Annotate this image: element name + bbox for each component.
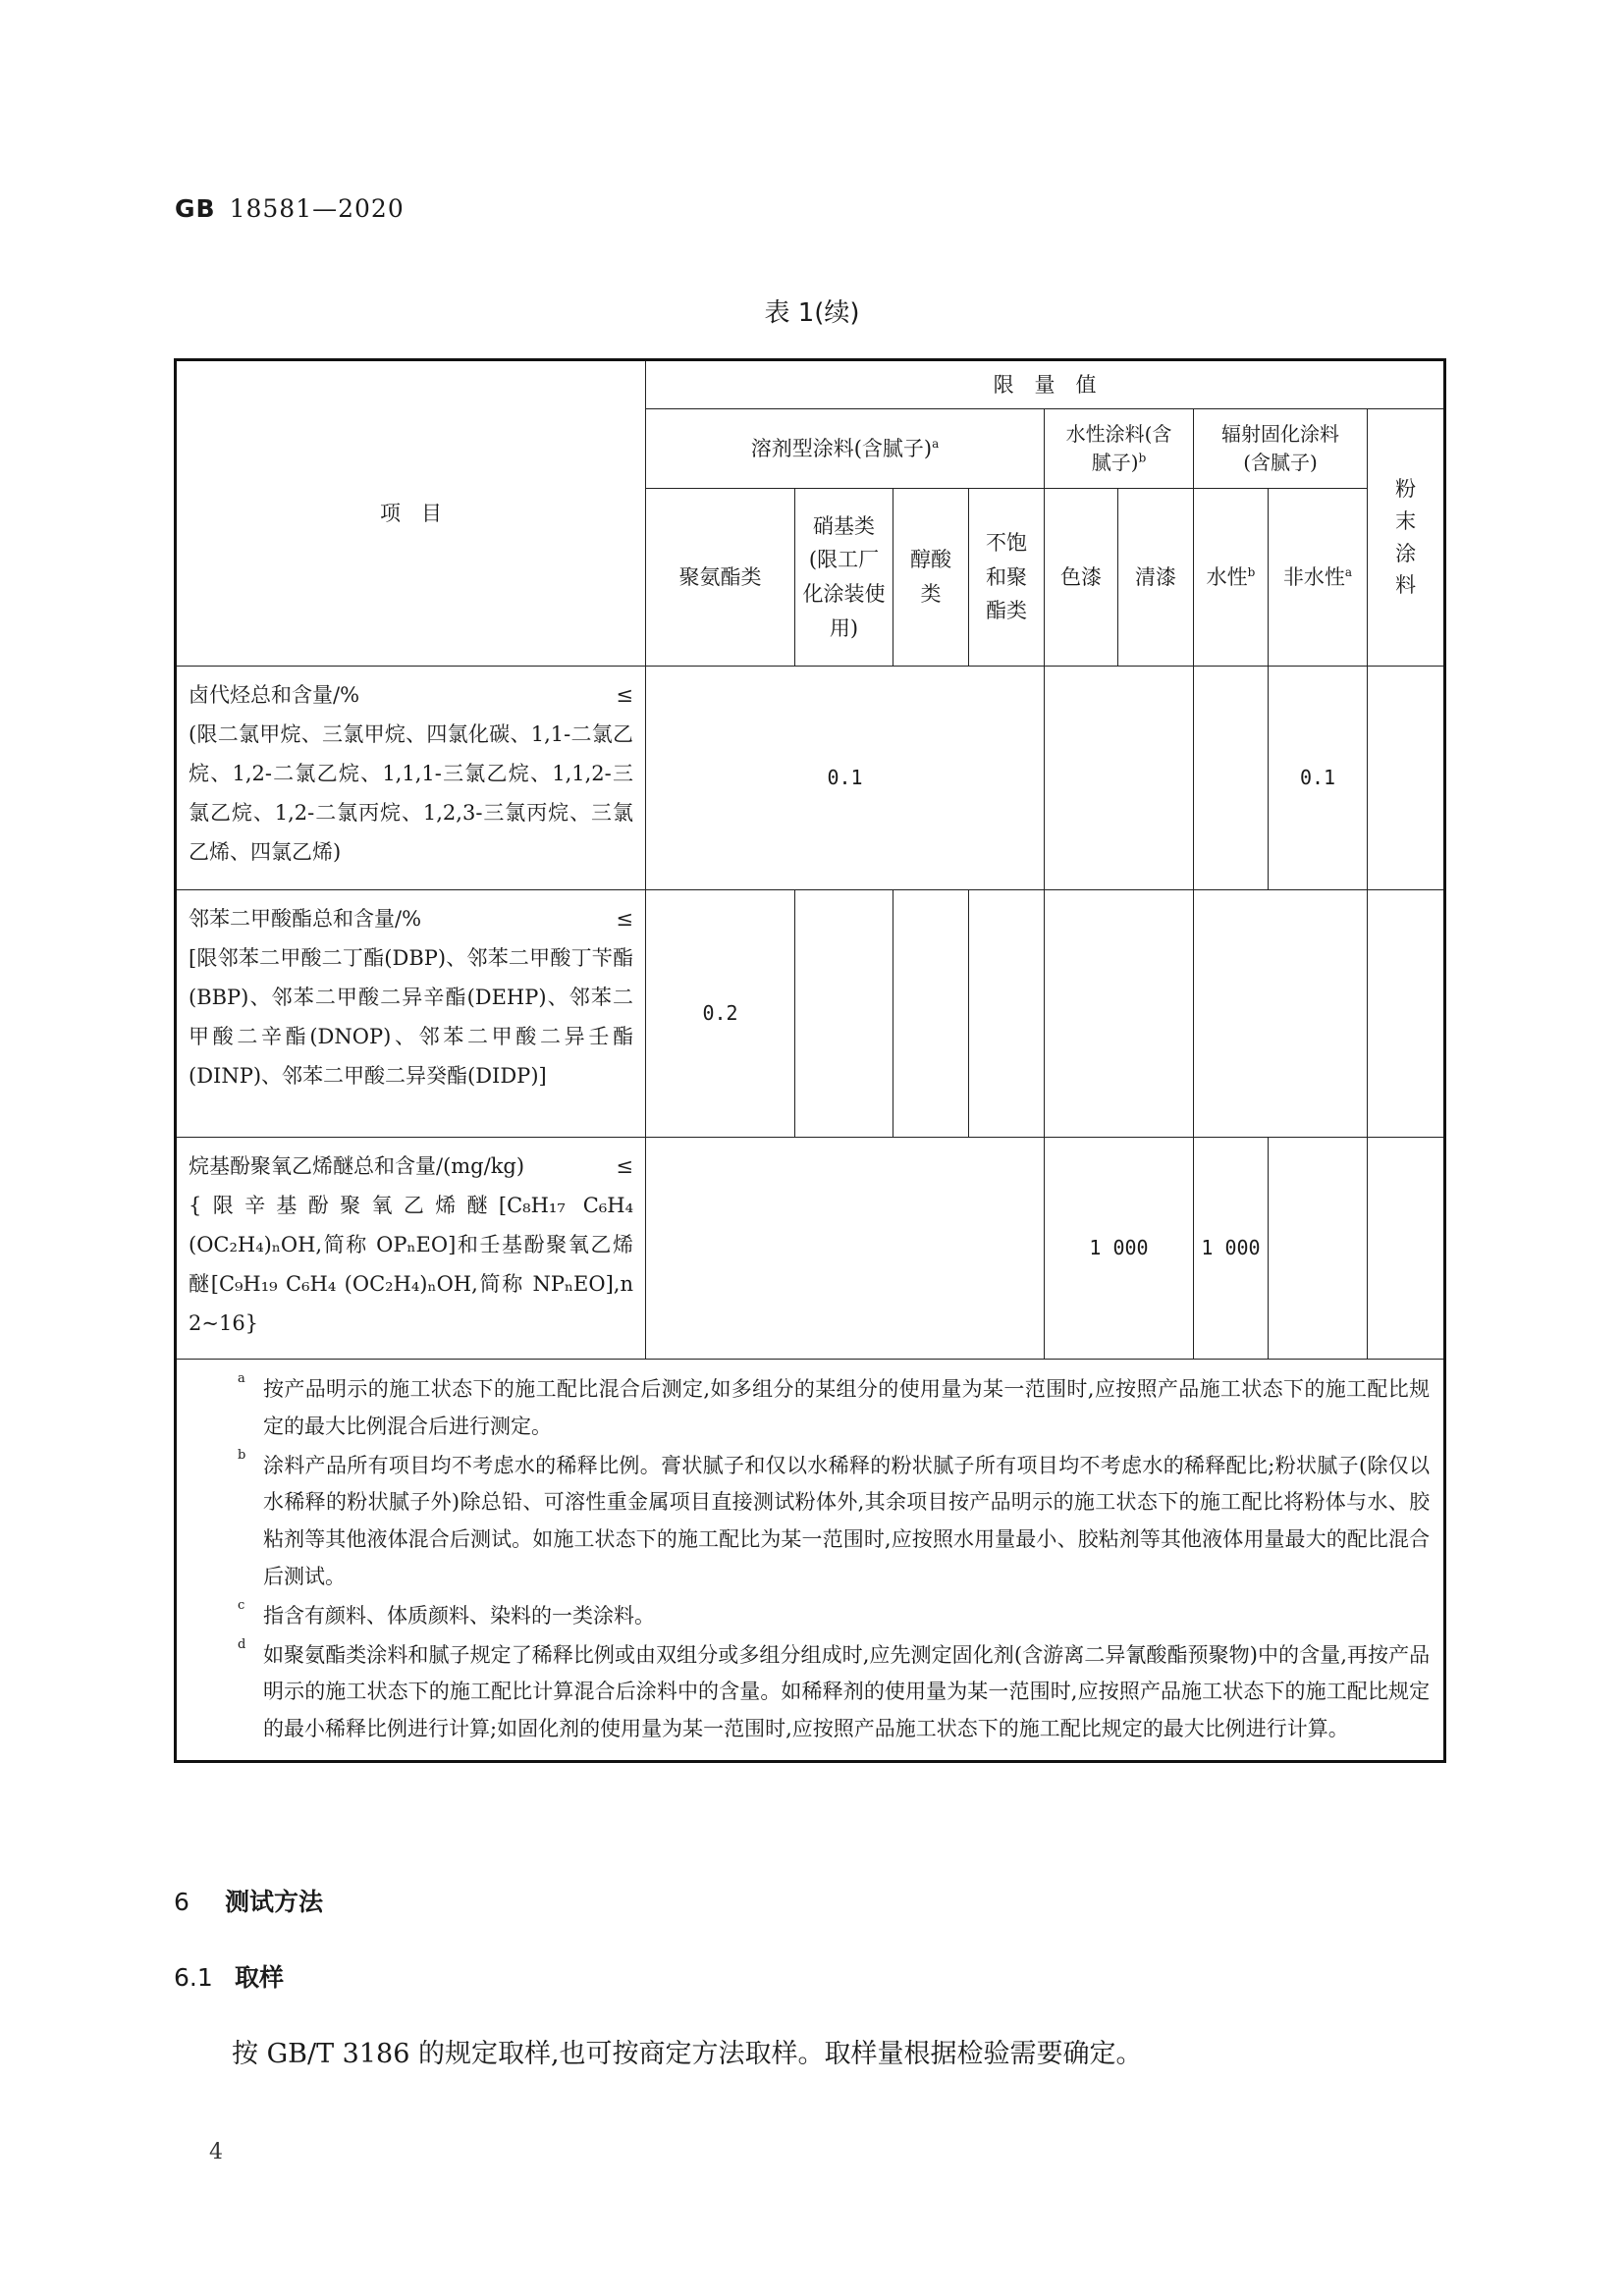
le-symbol: ≤ bbox=[616, 683, 633, 707]
limit-header: 限 量 值 bbox=[646, 360, 1445, 409]
note-text: 如聚氨酯类涂料和腻子规定了稀释比例或由双组分或多组分组成时,应先测定固化剂(含游离二异氰酸酯预聚物)中的含量,再按产品明示的施工状态下的施工配比计算混合后涂料中的含量。如稀释剂的使用量为某一范围时,应按照产品施工状态下的施工配比规定的最小稀释比例进行计算;如固化剂的使用量为某一范围时,应按照产品施工状态下的施工配比规定的最大比例进行计算。 bbox=[263, 1642, 1431, 1741]
unsat-label: 不饱和聚酯类 bbox=[986, 531, 1027, 623]
unsat-header bbox=[969, 489, 1045, 667]
rad-nonwater-label: 非水性 bbox=[1282, 564, 1345, 589]
nitro-header bbox=[795, 489, 893, 667]
row-desc: {限辛基酚聚氧乙烯醚[C₈H₁₇ C₆H₄ (OC₂H₄)ₙOH,简称 OPₙEO]和壬基酚聚氧乙烯醚[C₉H₁₉ C₆H₄ (OC₂H₄)ₙOH,简称 NPₙEO],n 2~16} bbox=[189, 1193, 633, 1335]
solvent-cell bbox=[646, 1138, 1045, 1360]
solvent-value: 0.1 bbox=[646, 667, 1045, 890]
section-number: 6 bbox=[174, 1888, 189, 1916]
row-item-phthalate bbox=[176, 890, 646, 1138]
section-6-1-heading bbox=[174, 1958, 284, 1994]
clear-header: 清漆 bbox=[1118, 489, 1194, 667]
note-text: 涂料产品所有项目均不考虑水的稀释比例。膏状腻子和仅以水稀释的粉状腻子所有项目均不考虑水的稀释配比;粉状腻子(除仅以水稀释的粉状腻子外)除总铅、可溶性重金属项目直接测试粉体外,其余项目按产品明示的施工状态下的施工配比将粉体与水、胶粘剂等其他液体混合后测试。如施工状态下的施工配比为某一范围时,应按照水用量最小、胶粘剂等其他液体用量最大的配比混合后测试。 bbox=[263, 1453, 1431, 1588]
nitro-label: 硝基类(限工厂化涂装使用) bbox=[802, 513, 886, 640]
note-mark: a bbox=[238, 1371, 245, 1386]
standard-code bbox=[175, 194, 405, 223]
rad-nonwater-value: 0.1 bbox=[1269, 667, 1368, 890]
solvent-group-mark: a bbox=[932, 436, 940, 451]
rad-water-mark: b bbox=[1247, 564, 1256, 579]
note-text: 指含有颜料、体质颜料、染料的一类涂料。 bbox=[263, 1603, 655, 1628]
radiation-group-label: 辐射固化涂料(含腻子) bbox=[1221, 422, 1339, 474]
note-mark: b bbox=[238, 1447, 246, 1463]
rad-water-header bbox=[1194, 489, 1269, 667]
rad-water-cell bbox=[1194, 667, 1269, 890]
section-6-heading bbox=[174, 1883, 323, 1918]
item-header: 项 目 bbox=[176, 360, 646, 667]
water-value: 1 000 bbox=[1045, 1138, 1194, 1360]
row-item-halogen bbox=[176, 667, 646, 890]
rad-nonwater-mark: a bbox=[1344, 564, 1353, 579]
powder-label: 粉末涂料 bbox=[1395, 477, 1417, 598]
rad-nonwater-cell bbox=[1269, 1138, 1368, 1360]
standard-prefix: GB bbox=[175, 194, 216, 223]
note-c bbox=[206, 1598, 1430, 1635]
le-symbol: ≤ bbox=[616, 1154, 633, 1178]
powder-header bbox=[1368, 409, 1445, 667]
powder-cell bbox=[1368, 890, 1445, 1138]
rad-nonwater-header bbox=[1269, 489, 1368, 667]
rad-water-label: 水性 bbox=[1206, 564, 1248, 589]
pu-value: 0.2 bbox=[646, 890, 795, 1138]
sampling-paragraph: 按 GB/T 3186 的规定取样,也可按商定方法取样。取样量根据检验需要确定。 bbox=[232, 2039, 1143, 2069]
standard-number: 18581—2020 bbox=[229, 194, 405, 223]
row-title: 邻苯二甲酸酯总和含量/% bbox=[189, 907, 422, 931]
rad-water-value: 1 000 bbox=[1194, 1138, 1269, 1360]
table-row bbox=[176, 890, 1445, 1138]
note-b bbox=[206, 1448, 1430, 1596]
note-text: 按产品明示的施工状态下的施工配比混合后测定,如多组分的某组分的使用量为某一范围时,应按照产品施工状态下的施工配比规定的最大比例混合后进行测定。 bbox=[263, 1377, 1431, 1438]
radiation-cell bbox=[1194, 890, 1368, 1138]
row-title: 烷基酚聚氧乙烯醚总和含量/(mg/kg) bbox=[189, 1154, 525, 1178]
le-symbol: ≤ bbox=[616, 907, 633, 931]
note-d bbox=[206, 1637, 1430, 1748]
alkyd-header bbox=[893, 489, 969, 667]
radiation-group-header bbox=[1194, 409, 1368, 489]
note-mark: d bbox=[238, 1636, 246, 1652]
pu-header: 聚氨酯类 bbox=[646, 489, 795, 667]
row-item-ape bbox=[176, 1138, 646, 1360]
page-number: 4 bbox=[209, 2140, 223, 2164]
water-group-header bbox=[1045, 409, 1194, 489]
nitro-cell bbox=[795, 890, 893, 1138]
table-notes-row bbox=[176, 1360, 1445, 1762]
solvent-group-header bbox=[646, 409, 1045, 489]
unsat-cell bbox=[969, 890, 1045, 1138]
powder-cell bbox=[1368, 667, 1445, 890]
limits-table bbox=[174, 358, 1446, 1763]
table-notes bbox=[176, 1360, 1445, 1762]
section-title: 测试方法 bbox=[225, 1888, 324, 1916]
note-a bbox=[206, 1371, 1430, 1446]
alkyd-cell bbox=[893, 890, 969, 1138]
row-desc: (限二氯甲烷、三氯甲烷、四氯化碳、1,1-二氯乙烷、1,2-二氯乙烷、1,1,1-三氯乙烷、1,1,2-三氯乙烷、1,2-二氯丙烷、1,2,3-三氯丙烷、三氯乙烯、四氯乙烯) bbox=[189, 721, 633, 864]
section-title: 取样 bbox=[235, 1963, 285, 1992]
section-number: 6.1 bbox=[174, 1963, 213, 1992]
color-header: 色漆 bbox=[1045, 489, 1118, 667]
alkyd-label: 醇酸类 bbox=[910, 548, 951, 606]
note-mark: c bbox=[238, 1597, 245, 1613]
water-cell bbox=[1045, 890, 1194, 1138]
solvent-group-label: 溶剂型涂料(含腻子) bbox=[750, 436, 933, 460]
powder-cell bbox=[1368, 1138, 1445, 1360]
water-group-label: 水性涂料(含腻子) bbox=[1065, 422, 1172, 474]
table-row bbox=[176, 1138, 1445, 1360]
row-title: 卤代烃总和含量/% bbox=[189, 683, 360, 707]
table-caption: 表 1(续) bbox=[764, 298, 860, 328]
water-cell bbox=[1045, 667, 1194, 890]
table-row bbox=[176, 667, 1445, 890]
water-group-mark: b bbox=[1138, 451, 1147, 465]
row-desc: [限邻苯二甲酸二丁酯(DBP)、邻苯二甲酸丁苄酯(BBP)、邻苯二甲酸二异辛酯(DEHP)、邻苯二甲酸二辛酯(DNOP)、邻苯二甲酸二异壬酯(DINP)、邻苯二甲酸二异癸酯(DIDP)] bbox=[189, 945, 633, 1088]
